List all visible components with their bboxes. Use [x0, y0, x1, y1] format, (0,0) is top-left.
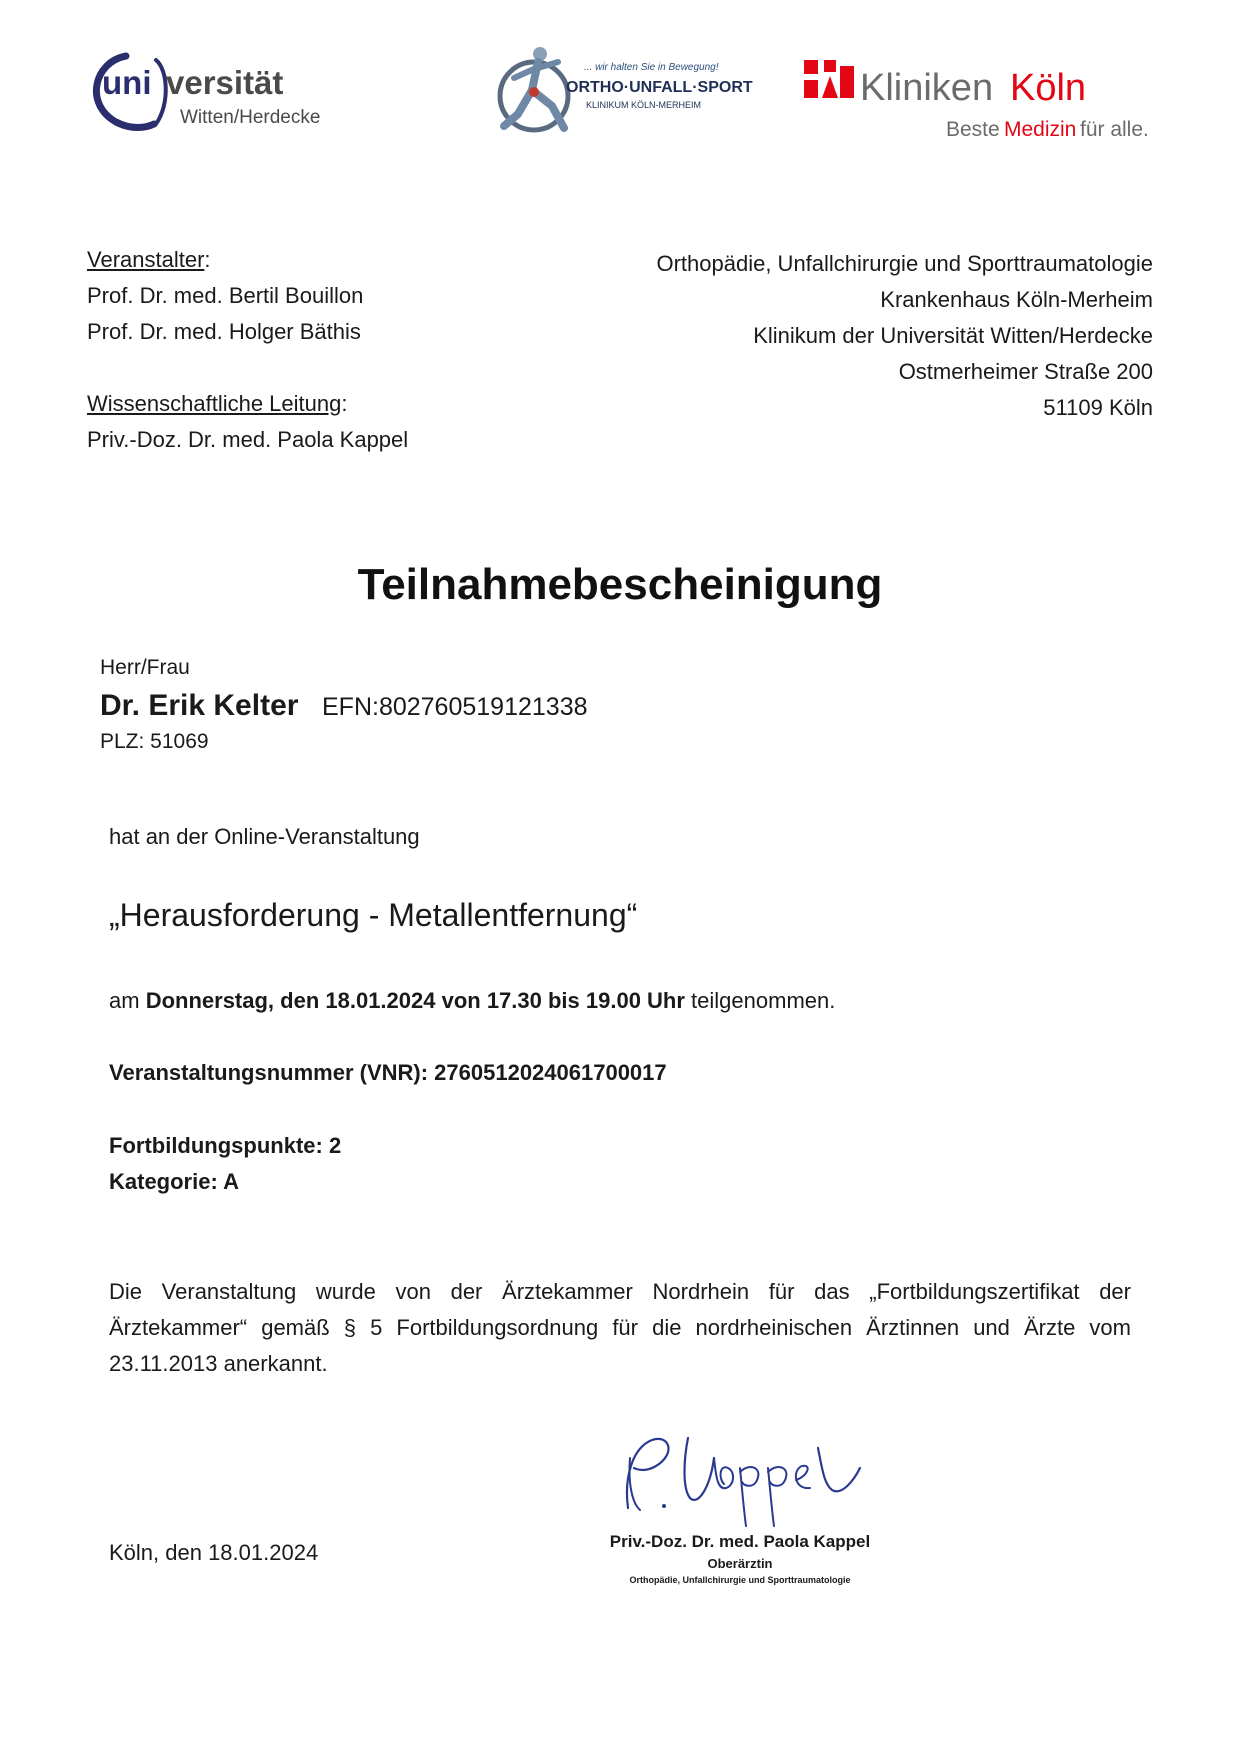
recognition-line-2: Ärztekammer“ gemäß § 5 Fortbildungsordnung für die nordrheinischen Ärztinnen und Ärzte vom — [109, 1315, 1131, 1340]
signatory-department: Orthopädie, Unfallchirurgie und Sporttraumatologie — [629, 1575, 851, 1585]
scientific-lead-heading — [87, 386, 408, 422]
address-line-2: Krankenhaus Köln-Merheim — [880, 287, 1153, 312]
uwh-logo-subtitle: Witten/Herdecke — [180, 107, 321, 128]
event-intro: hat an der Online-Veranstaltung — [109, 824, 420, 849]
signatory-name: Priv.-Doz. Dr. med. Paola Kappel — [609, 1532, 871, 1551]
recognition-line-3: 23.11.2013 anerkannt. — [109, 1351, 328, 1376]
scientific-lead-colon: : — [341, 391, 348, 416]
uwh-logo-text-b: versität — [166, 64, 284, 101]
event-title: „Herausforderung - Metallentfernung“ — [109, 897, 638, 933]
participant-efn: EFN:802760519121338 — [322, 693, 588, 721]
event-date-prefix: am — [109, 988, 146, 1013]
kliniken-koeln-logo — [800, 58, 1170, 148]
organizer-heading — [87, 242, 408, 278]
event-date-suffix: teilgenommen. — [684, 988, 836, 1013]
address-block — [656, 246, 1153, 426]
event-date: Donnerstag, den 18.01.2024 von 17.30 bis 19.00 Uhr — [145, 988, 685, 1013]
address-line-5: 51109 Köln — [1043, 395, 1153, 420]
ous-tagline: ... wir halten Sie in Bewegung! — [584, 62, 719, 73]
signature-caption — [540, 1532, 940, 1585]
participant-salutation: Herr/Frau — [100, 656, 190, 679]
participant-plz: PLZ: 51069 — [100, 730, 209, 753]
kk-slogan-b: Medizin — [1004, 118, 1077, 141]
scientific-lead-name: Priv.-Doz. Dr. med. Paola Kappel — [87, 427, 409, 452]
organizer-heading-text: Veranstalter — [87, 247, 205, 272]
kk-slogan-c: für alle. — [1080, 118, 1149, 141]
handwritten-signature — [618, 1428, 868, 1533]
organizer-block — [87, 242, 408, 458]
event-date-line — [109, 988, 835, 1014]
ous-name: ORTHO·UNFALL·SPORT — [566, 79, 753, 96]
address-line-1: Orthopädie, Unfallchirurgie und Sporttraumatologie — [656, 251, 1153, 276]
participant-name: Dr. Erik Kelter — [100, 689, 299, 722]
cme-points: Fortbildungspunkte: 2 — [109, 1133, 342, 1158]
kk-name-a: Kliniken — [860, 67, 994, 109]
organizer-name-2: Prof. Dr. med. Holger Bäthis — [87, 319, 361, 344]
organizer-name-1: Prof. Dr. med. Bertil Bouillon — [87, 283, 364, 308]
address-line-4: Ostmerheimer Straße 200 — [898, 359, 1153, 384]
organizer-heading-colon: : — [204, 247, 211, 272]
signatory-role: Oberärztin — [707, 1556, 773, 1571]
uni-witten-herdecke-logo — [86, 44, 346, 144]
kk-name-b: Köln — [1010, 67, 1087, 109]
recognition-line-1: Die Veranstaltung wurde von der Ärztekammer Nordrhein für das „Fortbildungszertifikat der — [109, 1279, 1131, 1304]
ous-subtitle: KLINIKUM KÖLN-MERHEIM — [586, 100, 702, 110]
uwh-logo-text-a: uni — [102, 64, 152, 101]
address-line-3: Klinikum der Universität Witten/Herdecke — [753, 323, 1153, 348]
ortho-unfall-sport-logo — [494, 44, 754, 144]
kk-slogan-a: Beste — [946, 118, 1000, 141]
cme-category: Kategorie: A — [109, 1169, 239, 1194]
scientific-lead-heading-text: Wissenschaftliche Leitung — [87, 391, 342, 416]
event-vnr: Veranstaltungsnummer (VNR): 2760512024061700017 — [109, 1060, 667, 1085]
recognition-paragraph — [109, 1274, 1131, 1382]
place-date: Köln, den 18.01.2024 — [109, 1540, 319, 1565]
document-title: Teilnahmebescheinigung — [357, 560, 883, 609]
